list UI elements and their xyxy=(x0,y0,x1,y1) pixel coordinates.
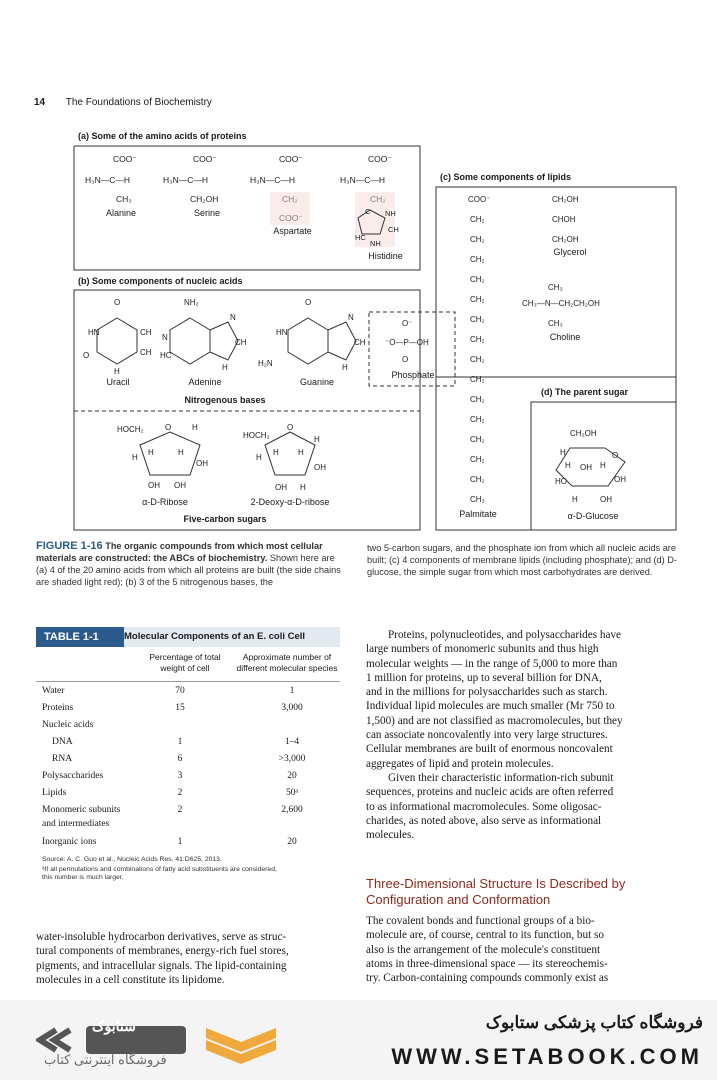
text-line: molecules. xyxy=(366,829,415,842)
svg-text:CH₃—N—CH₂CH₂OH: CH₃—N—CH₂CH₂OH xyxy=(522,299,600,308)
name-adenine: Adenine xyxy=(188,377,222,387)
svg-text:H: H xyxy=(192,423,198,432)
svg-text:OH: OH xyxy=(174,481,186,490)
name-uracil: Uracil xyxy=(106,377,130,387)
table-row-label: Lipids xyxy=(42,788,67,798)
svg-text:H₃N—C—H: H₃N—C—H xyxy=(340,175,386,185)
sugars-caption: Five-carbon sugars xyxy=(183,514,267,524)
table-tag: TABLE 1-1 xyxy=(36,627,124,647)
svg-text:CH₂: CH₂ xyxy=(470,435,485,444)
text-line: 1,500) and are not classified as macromolecules, but they xyxy=(366,714,623,727)
svg-text:CH₂: CH₂ xyxy=(470,475,485,484)
panel-d-label: (d) The parent sugar xyxy=(541,387,629,397)
text-line: Cellular membranes are built of enormous noncovalent xyxy=(366,743,613,756)
right-column-section-text xyxy=(366,914,676,985)
svg-text:H: H xyxy=(132,453,138,462)
svg-text:CH₂: CH₂ xyxy=(470,235,485,244)
text-line: aggregates of lipid and protein molecules. xyxy=(366,757,554,770)
table-row-label: Proteins xyxy=(42,703,74,713)
text-line: tural components of membranes, energy-rich fuel stores, xyxy=(36,945,289,958)
svg-text:CH₂OH: CH₂OH xyxy=(552,235,579,244)
svg-text:OH: OH xyxy=(600,495,612,504)
svg-text:NH: NH xyxy=(370,239,381,248)
table-col2-head: Approximate number of different molecular species xyxy=(236,652,338,673)
name-histidine: Histidine xyxy=(368,251,403,261)
svg-text:CH₂: CH₂ xyxy=(470,275,485,284)
logo-text: ستابوک xyxy=(92,1018,136,1034)
text-line: can associate noncovalently into very large structures. xyxy=(366,729,608,742)
svg-text:H: H xyxy=(148,448,154,457)
bases-caption: Nitrogenous bases xyxy=(184,395,266,405)
svg-text:H: H xyxy=(565,461,571,470)
table-source: Source: A. C. Guo et al., Nucleic Acids Res. 41:D625, 2013. xyxy=(42,856,222,863)
svg-text:OH: OH xyxy=(148,481,160,490)
name-palmitate: Palmitate xyxy=(459,509,497,519)
svg-text:CH₂: CH₂ xyxy=(470,255,485,264)
running-head-title: The Foundations of Biochemistry xyxy=(65,97,212,108)
svg-text:H: H xyxy=(114,367,120,376)
table-row-label: Nucleic acids xyxy=(42,720,94,730)
svg-text:COO⁻: COO⁻ xyxy=(113,154,137,164)
svg-text:N: N xyxy=(230,313,236,322)
svg-text:H: H xyxy=(300,483,306,492)
text-line: try. Carbon-containing compounds commonly exist as xyxy=(366,972,609,985)
table-footnote: ᵃIf all permutations and combinations of fatty acid substituents are considered, xyxy=(42,866,277,873)
svg-text:H: H xyxy=(273,448,279,457)
figure-caption-right: two 5-carbon sugars, and the phosphate ion from which all nucleic acids are built; (c) 4 components of membrane lipids (including phosphate); and (d) D-glucose, the simple sugar from which most carbohydrates are derived. xyxy=(367,543,677,577)
text-line: molecular weights — in the range of 5,000 to more than xyxy=(366,657,618,670)
svg-text:OH: OH xyxy=(314,463,326,472)
text-line: large numbers of monomeric subunits and thus high xyxy=(366,643,599,656)
svg-text:H₂N: H₂N xyxy=(258,359,273,368)
table-cell-num: >3,000 xyxy=(278,754,306,764)
text-line: to as informational macromolecules. Some oligosac- xyxy=(366,800,602,813)
svg-text:CH₂OH: CH₂OH xyxy=(552,195,579,204)
name-aspartate: Aspartate xyxy=(273,226,312,236)
svg-text:OH: OH xyxy=(275,483,287,492)
svg-text:NH: NH xyxy=(385,209,396,218)
name-ribose: α-D-Ribose xyxy=(142,497,188,507)
svg-text:H: H xyxy=(178,448,184,457)
table-row-label: Water xyxy=(42,686,65,696)
table-cell-pct: 1 xyxy=(177,737,183,747)
svg-text:OH: OH xyxy=(580,463,592,472)
svg-text:O: O xyxy=(83,351,90,360)
svg-text:CH: CH xyxy=(354,338,366,347)
panel-b-label: (b) Some components of nucleic acids xyxy=(78,276,243,286)
svg-text:H: H xyxy=(342,363,348,372)
svg-text:CH₂: CH₂ xyxy=(470,355,485,364)
table-cell-num: 20 xyxy=(287,837,297,847)
svg-text:N: N xyxy=(348,313,354,322)
panel-c-label: (c) Some components of lipids xyxy=(440,172,572,182)
svg-text:H: H xyxy=(298,448,304,457)
svg-text:CH₂OH: CH₂OH xyxy=(190,194,219,204)
svg-text:CH: CH xyxy=(140,348,152,357)
table-cell-num: 1–4 xyxy=(284,737,300,747)
svg-text:CH₃: CH₃ xyxy=(548,283,563,292)
table-cell-pct: 3 xyxy=(177,771,183,781)
table-cell-pct: 2 xyxy=(177,788,183,798)
figure-caption-title: The organic compounds from which most cellular materials are constructed: the ABCs of biochemistry. xyxy=(36,541,323,563)
svg-text:HN: HN xyxy=(276,328,288,337)
table-cell-pct: 1 xyxy=(177,837,183,847)
svg-text:CH₂: CH₂ xyxy=(470,295,485,304)
svg-text:HOCH₂: HOCH₂ xyxy=(117,425,144,434)
text-line: The covalent bonds and functional groups of a bio- xyxy=(366,915,595,927)
table-rule xyxy=(36,681,340,682)
name-phosphate: Phosphate xyxy=(391,370,435,380)
svg-text:HN: HN xyxy=(88,328,100,337)
name-serine: Serine xyxy=(193,208,220,218)
text-line: Given their characteristic information-rich subunit xyxy=(388,771,614,784)
svg-text:COO⁻: COO⁻ xyxy=(468,195,491,204)
text-line: 1 million for proteins, up to several billion for DNA, xyxy=(366,671,602,684)
table-footnote-cont: this number is much larger. xyxy=(42,874,124,881)
table-row-label: RNA xyxy=(52,754,73,764)
text-line: atoms in three-dimensional space — its stereochemis- xyxy=(366,957,608,970)
name-glycerol: Glycerol xyxy=(553,247,587,257)
figure-caption-left xyxy=(36,540,348,588)
panel-a-label: (a) Some of the amino acids of proteins xyxy=(78,131,247,141)
svg-text:H: H xyxy=(256,453,262,462)
svg-text:CH₃: CH₃ xyxy=(470,495,485,504)
text-line: and in the millions for polysaccharides such as starch. xyxy=(366,686,608,699)
text-line: molecules in a cell constitute its lipidome. xyxy=(36,973,225,986)
svg-text:O: O xyxy=(165,423,172,432)
svg-text:O: O xyxy=(305,298,312,307)
svg-text:CH₃: CH₃ xyxy=(548,319,563,328)
svg-text:H: H xyxy=(314,435,320,444)
table-cell-pct: 6 xyxy=(177,754,183,764)
svg-text:C: C xyxy=(365,207,371,216)
text-line: molecule are, of course, central to its function, but so xyxy=(366,929,604,942)
table-cell-num: 50ᵃ xyxy=(285,788,299,798)
svg-text:H: H xyxy=(222,363,228,372)
footer-url[interactable]: WWW.SETABOOK.COM xyxy=(391,1044,703,1069)
svg-text:O: O xyxy=(612,451,619,460)
table-row-label: Polysaccharides xyxy=(42,771,104,781)
svg-text:HC: HC xyxy=(355,233,366,242)
svg-text:O⁻: O⁻ xyxy=(402,319,413,328)
text-line: sequences, proteins and nucleic acids are often referred xyxy=(366,786,614,799)
text-line: Individual lipid molecules are much smaller (Mr 750 to xyxy=(366,700,615,713)
svg-text:CH: CH xyxy=(140,328,152,337)
svg-text:COO⁻: COO⁻ xyxy=(368,154,392,164)
figure-caption-text: Shown here are (a) 4 of the 20 amino acids from which all proteins are built (the side chains are shaded light red); (b) 3 of the 5 nitrogenous bases, the xyxy=(36,553,341,587)
svg-text:NH₂: NH₂ xyxy=(184,298,199,307)
svg-text:CH: CH xyxy=(235,338,247,347)
table-cell-pct: 15 xyxy=(175,703,185,713)
name-glucose: α-D-Glucose xyxy=(567,511,619,521)
svg-text:H₃N—C—H: H₃N—C—H xyxy=(85,175,131,185)
table-cell-num: 1 xyxy=(289,686,295,696)
left-column-text xyxy=(36,930,340,987)
svg-text:N: N xyxy=(162,333,168,342)
page-number: 14 xyxy=(34,97,46,108)
table-cell-num: 20 xyxy=(287,771,297,781)
figure-number: FIGURE 1-16 xyxy=(36,540,103,552)
text-line: charides, as noted above, also serve as informational xyxy=(366,814,602,827)
svg-text:COO⁻: COO⁻ xyxy=(193,154,217,164)
svg-text:O: O xyxy=(114,298,121,307)
svg-text:H: H xyxy=(572,495,578,504)
svg-text:O: O xyxy=(287,423,294,432)
text-line: Proteins, polynucleotides, and polysaccharides have xyxy=(388,629,622,641)
table-cell-pct: 70 xyxy=(175,686,185,696)
svg-text:H₃N—C—H: H₃N—C—H xyxy=(250,175,296,185)
table-row-label: Monomeric subunits xyxy=(42,805,121,815)
text-line: also is the arrangement of the molecule's constituent xyxy=(366,943,601,956)
svg-text:CH: CH xyxy=(388,225,399,234)
name-deoxyribose: 2-Deoxy-α-D-ribose xyxy=(250,497,330,507)
svg-text:HO: HO xyxy=(555,477,567,486)
name-alanine: Alanine xyxy=(105,208,137,218)
text-line: water-insoluble hydrocarbon derivatives, serve as struc- xyxy=(36,931,287,943)
table-row-label: Inorganic ions xyxy=(42,837,97,847)
svg-text:CH₂: CH₂ xyxy=(470,215,485,224)
svg-text:O: O xyxy=(402,355,409,364)
svg-text:CH₂: CH₂ xyxy=(470,335,485,344)
text-line: pigments, and intracellular signals. The lipid-containing xyxy=(36,959,287,972)
footer-shop-name: فروشگاه کتاب پزشکی ستابوک xyxy=(485,1013,703,1032)
table-cell-num: 2,600 xyxy=(281,805,303,815)
svg-text:CH₂: CH₂ xyxy=(470,375,485,384)
svg-text:H: H xyxy=(600,461,606,470)
svg-text:CHOH: CHOH xyxy=(552,215,576,224)
table-row-label: DNA xyxy=(52,737,73,747)
section-heading: Three-Dimensional Structure Is Described by Configuration and Conformation xyxy=(366,876,626,907)
svg-text:OH: OH xyxy=(614,475,626,484)
table-col1-head: Percentage of total weight of cell xyxy=(149,652,221,673)
right-column-paragraphs xyxy=(366,628,676,842)
svg-text:CH₂: CH₂ xyxy=(470,395,485,404)
svg-text:OH: OH xyxy=(196,459,208,468)
table-cell-num: 3,000 xyxy=(281,703,303,713)
table-row-label: and intermediates xyxy=(42,819,110,829)
table-title: Molecular Components of an E. coli Cell xyxy=(124,631,306,642)
svg-text:CH₂OH: CH₂OH xyxy=(570,429,597,438)
table-cell-pct: 2 xyxy=(177,805,183,815)
svg-text:CH₂: CH₂ xyxy=(470,315,485,324)
footer-brand: فروشگاه اینترنتی کتاب xyxy=(44,1052,167,1067)
name-guanine: Guanine xyxy=(299,377,335,387)
svg-text:HOCH₂: HOCH₂ xyxy=(243,431,270,440)
svg-text:CH₂: CH₂ xyxy=(470,415,485,424)
svg-text:CH₃: CH₃ xyxy=(116,194,132,204)
svg-text:CH₂: CH₂ xyxy=(470,455,485,464)
svg-text:HC: HC xyxy=(160,351,172,360)
svg-text:⁻O—P—OH: ⁻O—P—OH xyxy=(385,338,429,347)
name-choline: Choline xyxy=(549,332,581,342)
svg-text:COO⁻: COO⁻ xyxy=(279,154,303,164)
svg-text:H: H xyxy=(560,448,566,457)
svg-text:H₃N—C—H: H₃N—C—H xyxy=(163,175,209,185)
